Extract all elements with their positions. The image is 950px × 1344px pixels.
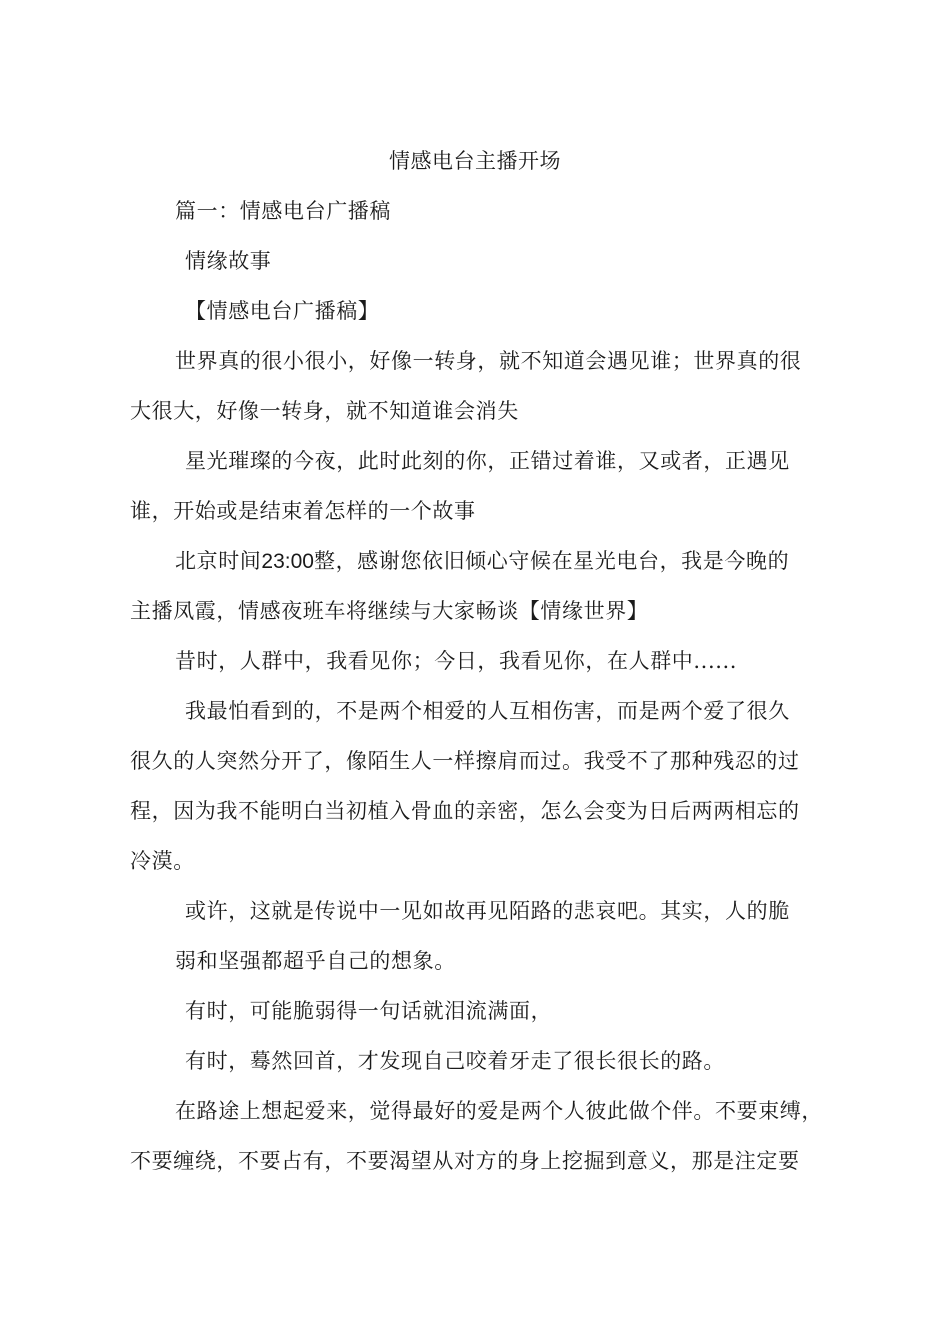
paragraph-line: 大很大，好像一转身，就不知道谁会消失: [130, 399, 519, 423]
page-title: 情感电台主播开场: [389, 149, 561, 173]
paragraph-line: 我最怕看到的，不是两个相爱的人互相伤害，而是两个爱了很久: [185, 699, 790, 723]
section-heading: 篇一：情感电台广播稿: [175, 199, 391, 223]
paragraph-line: 程，因为我不能明白当初植入骨血的亲密，怎么会变为日后两两相忘的: [130, 799, 800, 823]
paragraph-line: 在路途上想起爱来，觉得最好的爱是两个人彼此做个伴。不要束缚，: [175, 1099, 823, 1123]
paragraph-line: 冷漠。: [130, 849, 195, 873]
paragraph-line: 或许，这就是传说中一见如故再见陌路的悲哀吧。其实，人的脆: [185, 899, 790, 923]
paragraph-line: 很久的人突然分开了，像陌生人一样擦肩而过。我受不了那种残忍的过: [130, 749, 800, 773]
paragraph-line: 有时，蓦然回首，才发现自己咬着牙走了很长很长的路。: [185, 1049, 725, 1073]
paragraph-line: 弱和坚强都超乎自己的想象。: [175, 949, 456, 973]
paragraph-line: 不要缠绕，不要占有，不要渴望从对方的身上挖掘到意义，那是注定要: [130, 1149, 800, 1173]
paragraph-line: 主播凤霞，情感夜班车将继续与大家畅谈【情缘世界】: [130, 599, 649, 623]
paragraph-line: 星光璀璨的今夜，此时此刻的你，正错过着谁，又或者，正遇见: [185, 449, 790, 473]
paragraph-line: 谁，开始或是结束着怎样的一个故事: [130, 499, 476, 523]
subheading: 情缘故事: [185, 249, 272, 273]
paragraph-line: 有时，可能脆弱得一句话就泪流满面，: [185, 999, 553, 1023]
paragraph-line: 世界真的很小很小，好像一转身，就不知道会遇见谁；世界真的很: [175, 349, 802, 373]
time-value: 23:00: [261, 550, 314, 573]
text-segment: 整，感谢您依旧倾心守候在星光电台，我是今晚的: [313, 549, 790, 573]
paragraph-line: 昔时，人群中，我看见你；今日，我看见你，在人群中......: [175, 649, 738, 673]
text-segment: 北京时间: [175, 549, 262, 573]
paragraph-line: [175, 546, 789, 577]
bracket-title: 【情感电台广播稿】: [185, 299, 380, 323]
